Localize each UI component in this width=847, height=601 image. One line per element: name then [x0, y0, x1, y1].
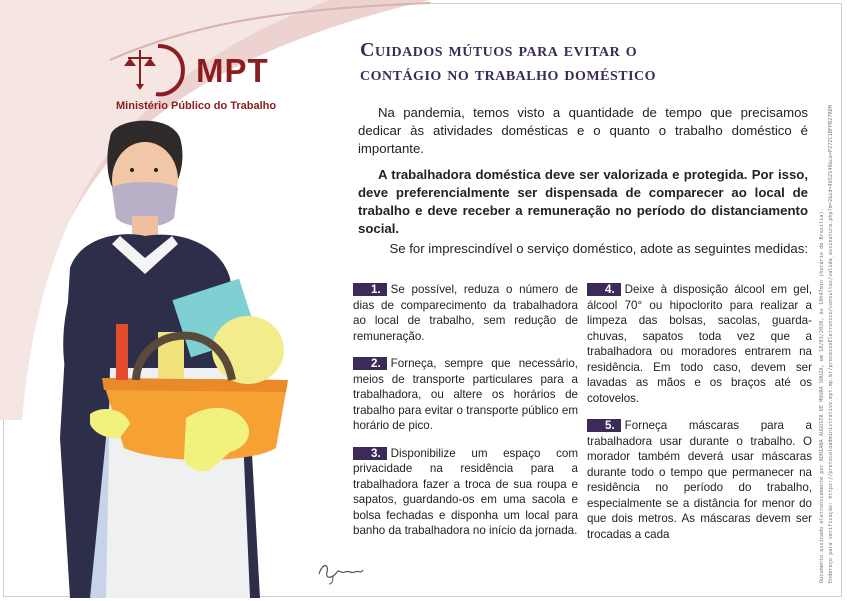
measure-item-4: [587, 282, 812, 406]
signature-mark: [315, 556, 365, 586]
measure-item-3: [353, 446, 578, 539]
measures-column-right: [587, 282, 812, 554]
domestic-worker-illustration: [50, 118, 310, 598]
measure-number-1: 1.: [353, 283, 387, 296]
side-note-line-1: Documento assinado eletronicamente por ADRIANA AUGUSTA DE MOURA SOUZA, em 18/03/2020, às 18h47min (horário de Brasília).: [819, 208, 825, 583]
measures-column-left: [353, 282, 578, 551]
measure-item-5: [587, 418, 812, 542]
title-line-1: Cuidados mútuos para evitar o: [360, 39, 638, 61]
intro-text: Na pandemia, temos visto a quantidade de tempo que precisamos dedicar às atividades domésticas e o quanto o trabalho doméstico é importante.: [358, 105, 808, 156]
title-line-2: contágio no trabalho doméstico: [360, 63, 657, 85]
highlight-paragraph: [358, 166, 808, 238]
highlight-text: A trabalhadora doméstica deve ser valorizada e protegida. Por isso, deve preferencialmente ser dispensada de comparecer ao local de trabalho e deve receber a remuneração no período do distanciamento social.: [358, 167, 808, 236]
logo-text: MPT: [196, 52, 269, 89]
measure-number-2: 2.: [353, 357, 387, 370]
scales-of-justice-icon: [118, 38, 198, 98]
measure-text-4: Deixe à disposição álcool em gel, álcool 70° ou hipoclorito para realizar a limpeza das bolsas, sacolas, guarda-chuvas, sapatos toda vez que a trabalhadora ou moradores entrarem na residência. Em todo caso, devem ser lavadas as mãos e os braços até os cotovelos.: [587, 283, 812, 405]
measures-intro: Se for imprescindível o serviço doméstico, adote as seguintes medidas:: [389, 241, 808, 256]
measure-text-2: Forneça, sempre que necessário, meios de transporte particulares para a trabalhadora, ou altere os horários de trabalho para evitar o transporte público em horário de pico.: [353, 357, 578, 432]
measure-text-1: Se possível, reduza o número de dias de comparecimento da trabalhadora ao local de trabalho, sem redução de remuneração.: [353, 283, 578, 343]
measure-text-3: Disponibilize um espaço com privacidade na residência para a trabalhadora fazer a troca de sua roupa e sapatos, guardando-os em uma sacola e bolsa fechadas e disponha um local para banho da trabalhadora no início da jornada.: [353, 446, 578, 537]
measure-text-5: Forneça máscaras para a trabalhadora usar durante o trabalho. O morador também deverá usar máscaras durante todo o tempo que permanecer na residência no período do trabalho, especialmente se a distância for menor do que dois metros. As máscaras devem ser trocadas a cada: [587, 419, 812, 541]
measure-item-1: [353, 282, 578, 344]
intro-paragraph: [358, 104, 808, 158]
electronic-signature-note: [811, 18, 841, 588]
measure-item-2: [353, 356, 578, 434]
logo-subtitle: Ministério Público do Trabalho: [116, 100, 277, 112]
measure-number-4: 4.: [587, 283, 621, 296]
measure-number-5: 5.: [587, 419, 621, 432]
measure-number-3: 3.: [353, 447, 387, 460]
side-note-line-2: Endereço para verificação: https://protocoloadministrativo.mpt.mp.br/processoEletronico/consultas/valida_assinatura.php?m=2&id=4652149&ca=PZ72C1BFPB27RDM: [828, 105, 834, 583]
page-title: [360, 38, 780, 86]
